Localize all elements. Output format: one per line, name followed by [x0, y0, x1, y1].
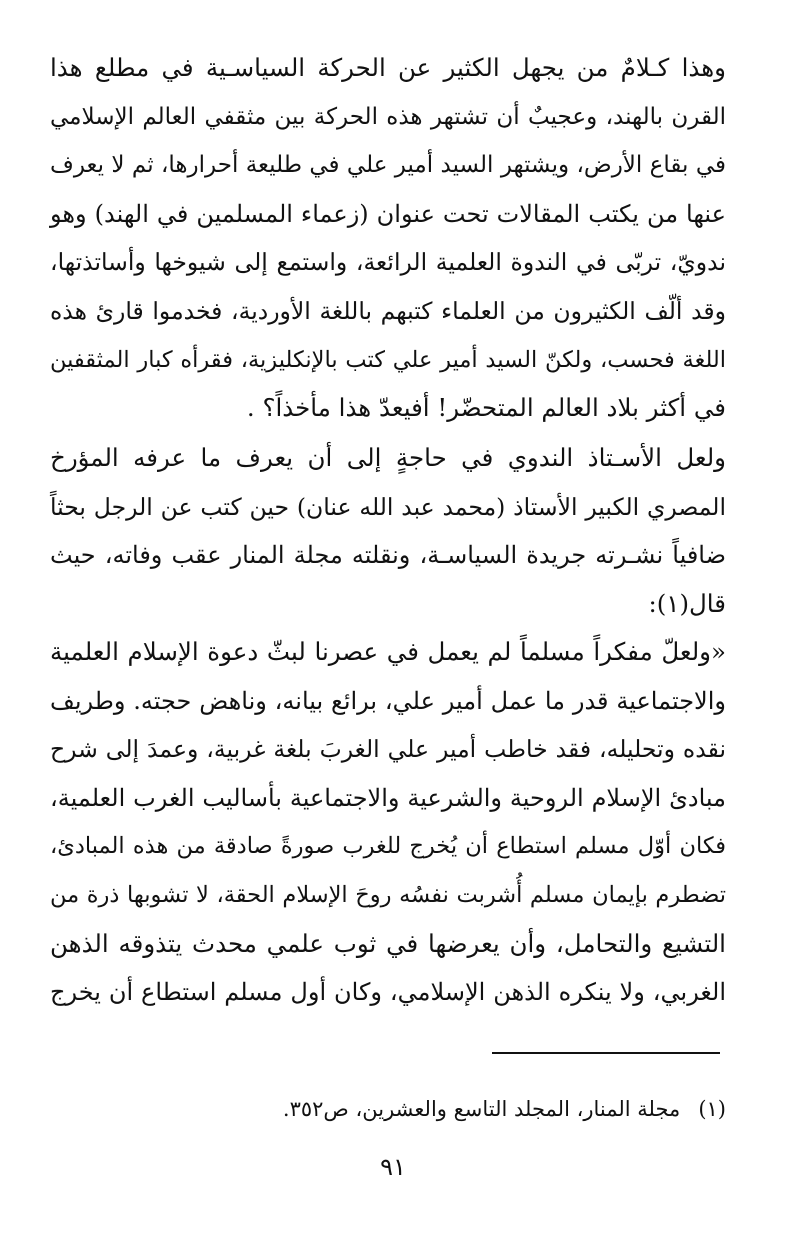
footnote-marker: (١) [698, 1097, 726, 1121]
text-line: التشيع والتحامل، وأن يعرضها في ثوب علمي محدث يتذوقه الذهن [50, 928, 726, 958]
text-line: في بقاع الأرض، ويشتهر السيد أمير علي في طليعة أحرارها، ثم لا يعرف [50, 152, 726, 179]
paragraph-3-quotation [50, 628, 726, 1017]
text-line: تضطرم بإيمان مسلم أُشربت نفسُه روحَ الإسلام الحقة، لا تشوبها ذرة من [50, 881, 726, 908]
text-line: والاجتماعية قدر ما عمل أمير علي، برائع بيانه، وناهض حجته. وطريف [50, 686, 726, 715]
paragraph-2 [50, 434, 726, 628]
paragraph-1 [50, 44, 726, 433]
text-line: الغربي، ولا ينكره الذهن الإسلامي، وكان أول مسلم استطاع أن يخرج [50, 978, 726, 1007]
text-line: ولعل الأسـتاذ الندوي في حاجةٍ إلى أن يعرف ما عرفه المؤرخ [50, 443, 726, 472]
text-line: وقد ألّف الكثيرون من العلماء كتبهم باللغة الأوردية، فخدموا قارئ هذه [50, 296, 726, 325]
text-line: عنها من يكتب المقالات تحت عنوان (زعماء المسلمين في الهند) وهو [50, 199, 726, 228]
text-line: القرن بالهند، وعجيبٌ أن تشتهر هذه الحركة بين مثقفي العالم الإسلامي [50, 103, 726, 130]
text-line: ضافياً نشـرته جريدة السياسـة، ونقلته مجلة المنار عقب وفاته، حيث [50, 541, 726, 570]
page-number: ٩١ [380, 1153, 406, 1181]
text-line: «ولعلّ مفكراً مسلماً لم يعمل في عصرنا لبثّ دعوة الإسلام العلمية [50, 637, 726, 666]
text-line: نقده وتحليله، فقد خاطب أمير علي الغربَ بلغة غربية، وعمدَ إلى شرح [50, 735, 726, 764]
footnote-text: مجلة المنار، المجلد التاسع والعشرين، ص٣٥٢. [282, 1097, 681, 1121]
footnote [283, 1094, 726, 1124]
footnote-separator [492, 1052, 720, 1054]
text-line: مبادئ الإسلام الروحية والشرعية والاجتماعية بأساليب الغرب العلمية، [50, 783, 726, 812]
text-line: في أكثر بلاد العالم المتحضّر! أفيعدّ هذا مأخذاً؟ . [246, 393, 726, 423]
text-line: ندويّ، تربّى في الندوة العلمية الرائعة، واستمع إلى شيوخها وأساتذتها، [50, 248, 726, 277]
text-line: قال(١): [648, 588, 726, 618]
text-line: اللغة فحسب، ولكنّ السيد أمير علي كتب بالإنكليزية، فقرأه كبار المثقفين [50, 346, 726, 373]
text-line: وهذا كـلامٌ من يجهل الكثير عن الحركة السياسـية في مطلع هذا [50, 53, 726, 82]
text-line: فكان أوّل مسلم استطاع أن يُخرج للغرب صورةً صادقة من هذه المبادئ، [50, 833, 726, 860]
text-line: المصري الكبير الأستاذ (محمد عبد الله عنان) حين كتب عن الرجل بحثاً [50, 492, 726, 521]
